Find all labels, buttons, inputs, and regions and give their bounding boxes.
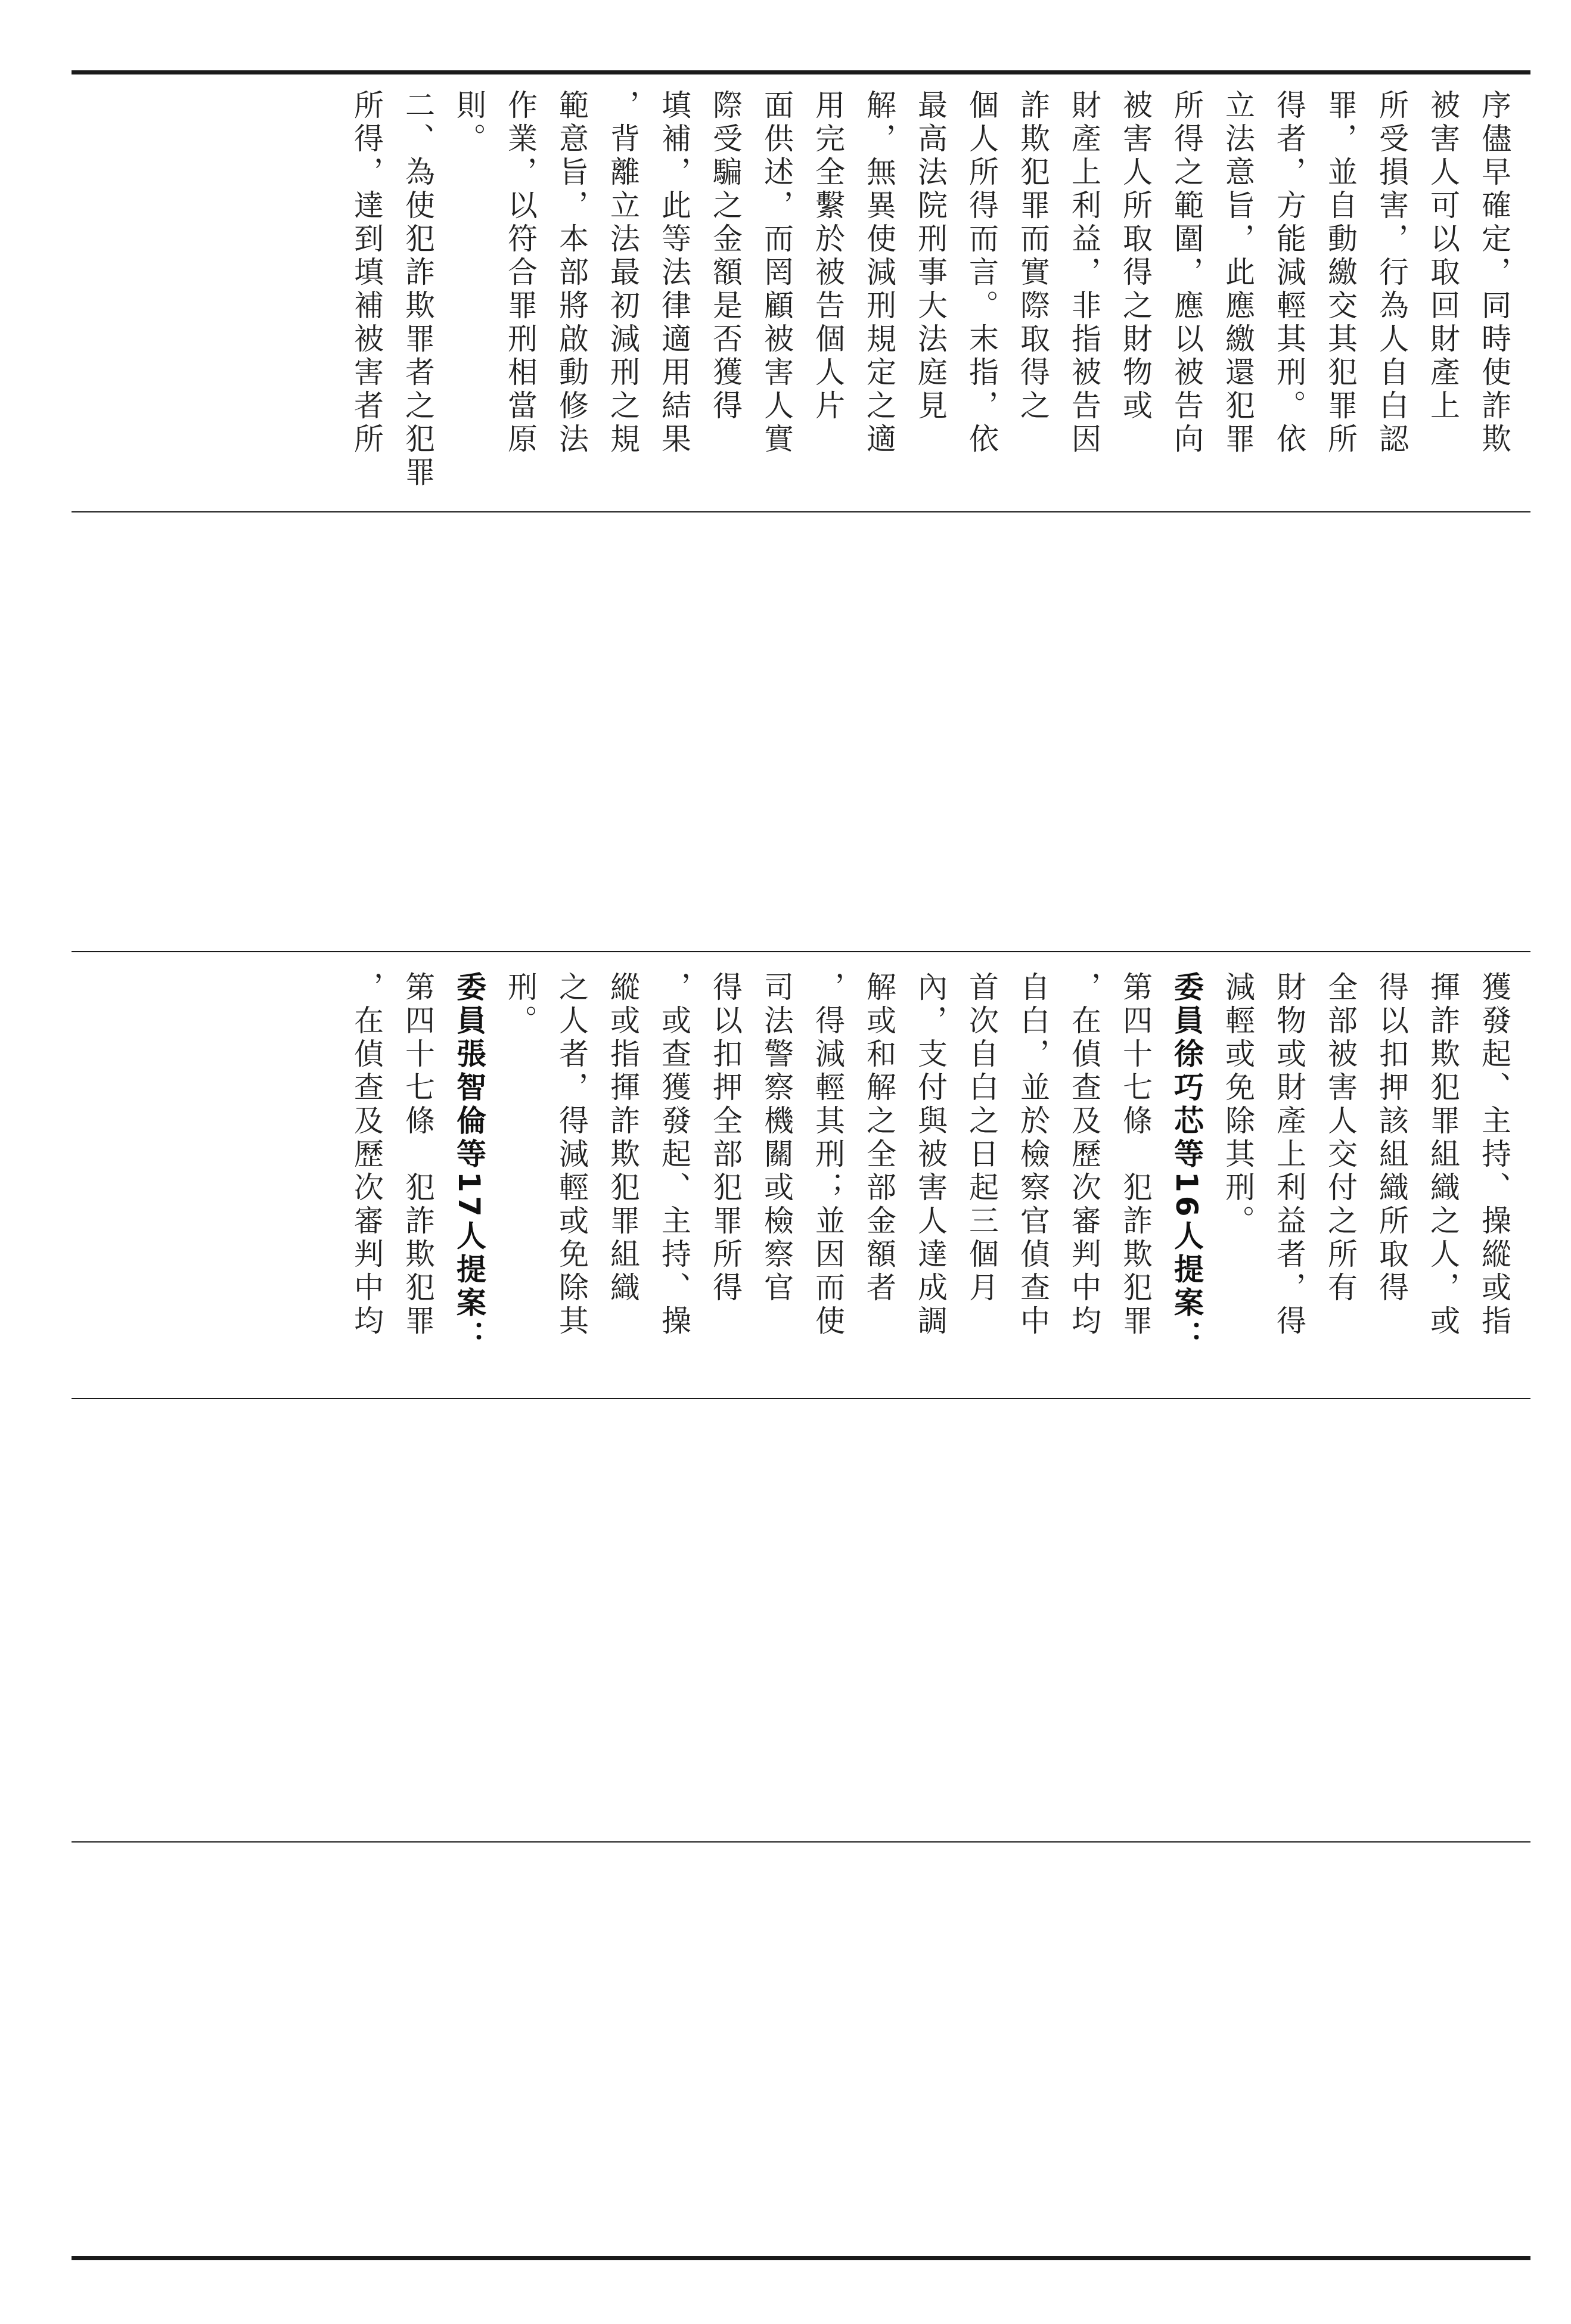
top-column: 面供述，而罔顧被害人實 xyxy=(759,89,794,456)
middle-column: 獲發起、主持、操縱或指 xyxy=(1477,971,1511,1338)
middle-column: ，或查獲發起、主持、操 xyxy=(657,971,691,1338)
middle-column: 解或和解之全部金額者 xyxy=(862,971,896,1305)
middle-column: 得以扣押該組織所取得 xyxy=(1374,971,1409,1305)
top-column: 際受騙之金額是否獲得 xyxy=(708,89,743,423)
top-column: 個人所得而言。末指，依 xyxy=(964,89,999,456)
top-column: 罪，並自動繳交其犯罪所 xyxy=(1323,89,1358,456)
middle-column: ，得減輕其刑；並因而使 xyxy=(811,971,845,1338)
row-separator-middle-bottom xyxy=(72,1398,1530,1399)
top-column: 被害人可以取回財產上 xyxy=(1426,89,1460,423)
top-border-line xyxy=(72,70,1530,74)
row-separator-top xyxy=(72,511,1530,512)
middle-column: 司法警察機關或檢察官 xyxy=(759,971,794,1305)
top-column: 範意旨，本部將啟動修法 xyxy=(554,89,589,456)
top-column: 解，無異使減刑規定之適 xyxy=(862,89,896,456)
top-column: 序儘早確定，同時使詐欺 xyxy=(1477,89,1511,456)
top-column: 得者，方能減輕其刑。依 xyxy=(1272,89,1306,456)
middle-column: ，在偵查及歷次審判中均 xyxy=(1067,971,1101,1338)
middle-column: 減輕或免除其刑。 xyxy=(1221,971,1255,1238)
top-column: ，背離立法最初減刑之規 xyxy=(606,89,640,456)
middle-column: 委員徐巧芯等16人提案： xyxy=(1169,971,1204,1354)
top-column: 二、為使犯詐欺罪者之犯罪 xyxy=(400,89,435,490)
middle-column: 第四十七條 犯詐欺犯罪 xyxy=(400,971,435,1338)
middle-column: 財物或財產上利益者，得 xyxy=(1272,971,1306,1338)
middle-column: 內，支付與被害人達成調 xyxy=(913,971,948,1338)
middle-column: 刑。 xyxy=(503,971,538,1038)
top-column: 被害人所取得之財物或 xyxy=(1118,89,1153,423)
top-column: 作業，以符合罪刑相當原 xyxy=(503,89,538,456)
middle-column: 首次自白之日起三個月 xyxy=(964,971,999,1305)
explanation-cell xyxy=(341,89,1520,501)
middle-column: 得以扣押全部犯罪所得 xyxy=(708,971,743,1305)
middle-column: 委員張智倫等17人提案： xyxy=(452,971,486,1354)
top-column: 所受損害，行為人自白認 xyxy=(1374,89,1409,456)
middle-column: 揮詐欺犯罪組織之人，或 xyxy=(1426,971,1460,1338)
middle-column: 縱或指揮詐欺犯罪組織 xyxy=(606,971,640,1305)
middle-column: 全部被害人交付之所有 xyxy=(1323,971,1358,1305)
top-column: 詐欺犯罪而實際取得之 xyxy=(1016,89,1050,423)
proposal-cell xyxy=(341,971,1520,1388)
top-column: 最高法院刑事大法庭見 xyxy=(913,89,948,423)
top-column: 則。 xyxy=(452,89,486,156)
bottom-border-line xyxy=(72,2256,1530,2260)
top-column: 立法意旨，此應繳還犯罪 xyxy=(1221,89,1255,456)
middle-column: 之人者，得減輕或免除其 xyxy=(554,971,589,1338)
top-column: 財產上利益，非指被告因 xyxy=(1067,89,1101,456)
top-column: 填補，此等法律適用結果 xyxy=(657,89,691,456)
middle-column: ，在偵查及歷次審判中均 xyxy=(349,971,384,1338)
row-separator-middle-top xyxy=(72,951,1530,952)
middle-column: 第四十七條 犯詐欺犯罪 xyxy=(1118,971,1153,1338)
top-column: 用完全繫於被告個人片 xyxy=(811,89,845,423)
middle-column: 自白，並於檢察官偵查中 xyxy=(1016,971,1050,1338)
top-column: 所得之範圍，應以被告向 xyxy=(1169,89,1204,456)
row-separator-bottom xyxy=(72,1841,1530,1843)
top-column: 所得，達到填補被害者所 xyxy=(349,89,384,456)
